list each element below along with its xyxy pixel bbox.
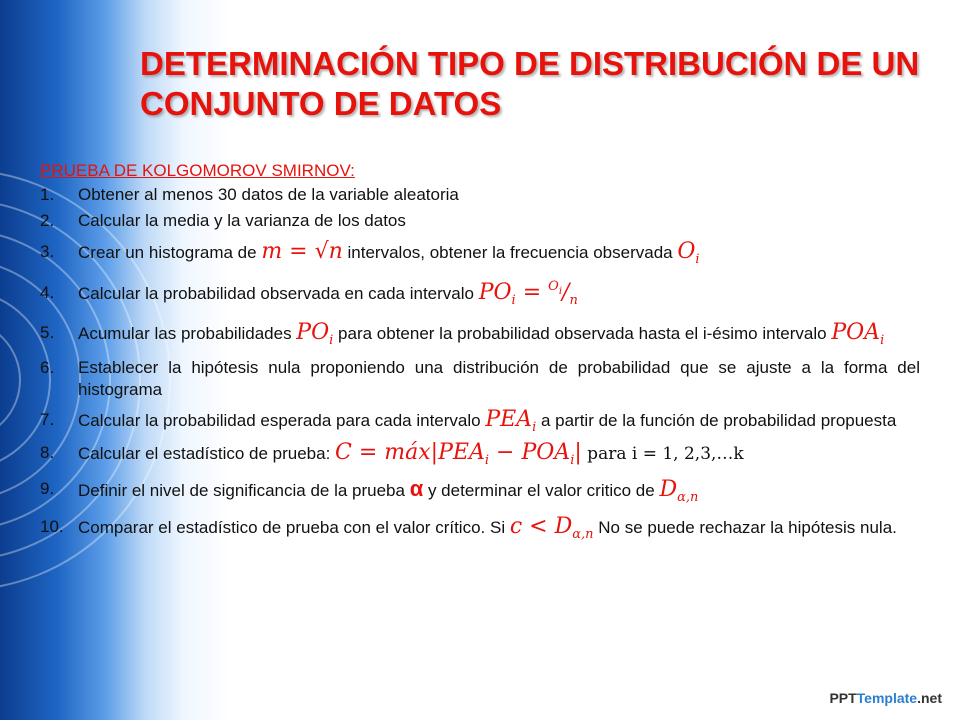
- item-number: 6.: [40, 358, 55, 377]
- formula-subscript: i: [329, 333, 334, 348]
- list-item: [40, 317, 920, 351]
- item-text: Acumular las probabilidades: [78, 324, 297, 343]
- formula-subscript: i: [511, 293, 516, 308]
- item-text: intervalos, obtener la frecuencia observada: [342, 243, 678, 262]
- formula: − POA: [489, 440, 571, 465]
- item-text: a partir de la función de probabilidad propuesta: [536, 411, 897, 430]
- item-text: Calcular el estadístico de prueba:: [78, 444, 336, 463]
- item-text: para i = 1, 2,3,…k: [581, 444, 744, 464]
- slide-title: DETERMINACIÓN TIPO DE DISTRIBUCIÓN DE UN CONJUNTO DE DATOS: [140, 45, 920, 122]
- formula-subscript: i: [570, 453, 575, 468]
- formula: m = √n: [261, 239, 343, 264]
- item-number: 8.: [40, 443, 55, 462]
- list-item: [40, 405, 920, 438]
- item-number: 3.: [40, 242, 55, 261]
- formula: POA: [831, 320, 881, 345]
- formula: PO: [478, 280, 512, 305]
- item-text: Crear un histograma de: [78, 243, 262, 262]
- content-area: [40, 160, 920, 545]
- item-text: No se puede rechazar la hipótesis nula.: [593, 518, 897, 537]
- list-item: [40, 208, 920, 234]
- item-text: Obtener al menos 30 datos de la variable aleatoria: [78, 185, 459, 204]
- item-text: Calcular la probabilidad esperada para cada intervalo: [78, 411, 486, 430]
- formula-subscript: i: [880, 333, 885, 348]
- item-text: Establecer la hipótesis nula proponiendo una distribución de probabilidad que se ajuste a la forma del histograma: [78, 358, 920, 399]
- item-text: Calcular la media y la varianza de los datos: [78, 211, 406, 230]
- formula-denominator: n: [569, 293, 578, 308]
- formula: =: [515, 280, 549, 305]
- list-item: [40, 357, 920, 401]
- item-number: 5.: [40, 323, 55, 342]
- formula-subscript: i: [558, 286, 563, 297]
- list-item: [40, 234, 920, 273]
- item-number: 10.: [40, 517, 64, 536]
- steps-list: [40, 182, 920, 545]
- alpha-symbol: α: [409, 476, 424, 501]
- list-item: [40, 471, 920, 511]
- formula-subscript: i: [695, 252, 700, 267]
- brand-logo: [829, 690, 942, 706]
- logo-part: .net: [917, 690, 942, 706]
- item-number: 1.: [40, 185, 55, 204]
- logo-part: PPT: [829, 690, 857, 706]
- subtitle: PRUEBA DE KOLGOMOROV SMIRNOV:: [40, 161, 355, 180]
- item-number: 7.: [40, 410, 55, 429]
- formula-subscript: α,n: [677, 490, 699, 505]
- formula-subscript: i: [484, 453, 490, 468]
- formula: C = máx|PEA: [335, 440, 485, 465]
- item-text: para obtener la probabilidad observada hasta el i-ésimo intervalo: [333, 324, 832, 343]
- formula: /: [562, 280, 570, 305]
- item-text: Definir el nivel de significancia de la prueba: [78, 481, 410, 500]
- logo-part: Template: [856, 690, 918, 706]
- item-number: 9.: [40, 479, 55, 498]
- item-number: 4.: [40, 283, 55, 302]
- formula-subscript: i: [532, 420, 537, 435]
- formula-numerator: O: [548, 279, 559, 294]
- formula: PEA: [485, 407, 533, 432]
- formula: c < D: [509, 514, 573, 539]
- item-text: Calcular la probabilidad observada en cada intervalo: [78, 284, 479, 303]
- formula: |: [574, 440, 582, 465]
- list-item: [40, 182, 920, 208]
- item-text: Comparar el estadístico de prueba con el valor crítico. Si: [78, 518, 510, 537]
- formula-subscript: α,n: [572, 527, 594, 542]
- formula: O: [677, 239, 696, 264]
- list-item: [40, 273, 920, 317]
- list-item: [40, 511, 920, 545]
- formula: D: [659, 477, 678, 502]
- formula: PO: [296, 320, 330, 345]
- item-number: 2.: [40, 211, 55, 230]
- item-text: y determinar el valor critico de: [423, 481, 660, 500]
- list-item: [40, 438, 920, 471]
